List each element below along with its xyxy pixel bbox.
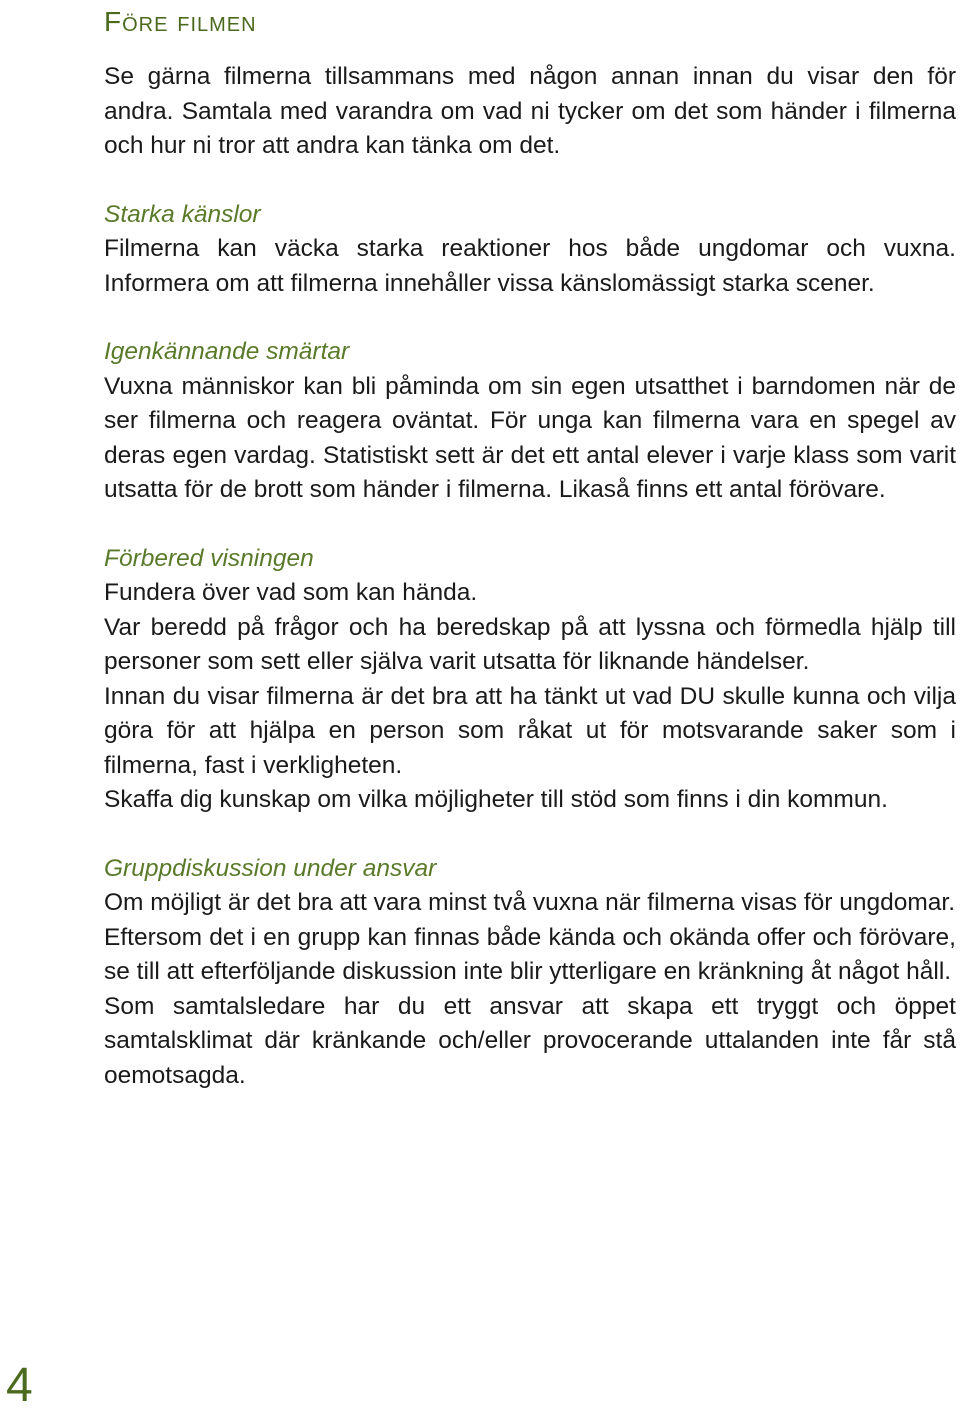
section-gruppdiskussion xyxy=(104,852,956,1094)
section-paragraph: Om möjligt är det bra att vara minst två vuxna när filmerna visas för ungdomar. xyxy=(104,889,956,916)
document-body xyxy=(104,60,956,1093)
section-heading: Gruppdiskussion under ansvar xyxy=(104,854,437,882)
intro-paragraph: Se gärna filmerna tillsammans med någon annan innan du visar den för andra. Samtala med varandra om vad ni tycker om det som händer i filmerna och hur ni tror att andra kan tänka om det. xyxy=(104,63,956,159)
section-heading: Förbered visningen xyxy=(104,544,314,572)
section-heading: Igenkännande smärtar xyxy=(104,338,350,365)
section-paragraph: Fundera över vad som kan hända. xyxy=(104,579,478,606)
section-starka-kanslor xyxy=(104,198,956,302)
page-title: Före filmen xyxy=(104,6,257,37)
section-paragraph: Som samtalsledare har du ett ansvar att skapa ett tryggt och öppet samtalsklimat där kränkande och/eller provocerande uttalanden inte får stå oemotsagda. xyxy=(104,992,956,1089)
page-number: 4 xyxy=(6,1359,33,1412)
section-heading: Starka känslor xyxy=(104,200,261,228)
section-igenkannande-smartar xyxy=(104,335,956,508)
section-paragraph: Innan du visar filmerna är det bra att ha tänkt ut vad DU skulle kunna och vilja göra för att hjälpa en person som råkat ut för motsvarande saker som i filmerna, fast i verkligheten. xyxy=(104,682,956,779)
section-paragraph: Var beredd på frågor och ha beredskap på att lyssna och förmedla hjälp till personer som sett eller själva varit utsatta för liknande händelser. xyxy=(104,613,956,675)
section-paragraph: Vuxna människor kan bli påminda om sin egen utsatthet i barndomen när de ser filmerna och reagera oväntat. För unga kan filmerna vara en spegel av deras egen vardag. Statistiskt sett är det ett antal elever i varje klass som varit utsatta för de brott som händer i filmerna. Likaså finns ett antal förövare. xyxy=(104,372,956,503)
section-forbered-visningen xyxy=(104,542,956,818)
section-paragraph: Skaffa dig kunskap om vilka möjligheter till stöd som finns i din kommun. xyxy=(104,786,888,813)
section-paragraph: Eftersom det i en grupp kan finnas både kända och okända offer och förövare, se till att efterföljande diskussion inte blir ytterligare en kränkning åt något håll. xyxy=(104,923,956,985)
section-paragraph: Filmerna kan väcka starka reaktioner hos både ungdomar och vuxna. Informera om att filmerna innehåller vissa känslomässigt starka scener. xyxy=(104,235,956,297)
